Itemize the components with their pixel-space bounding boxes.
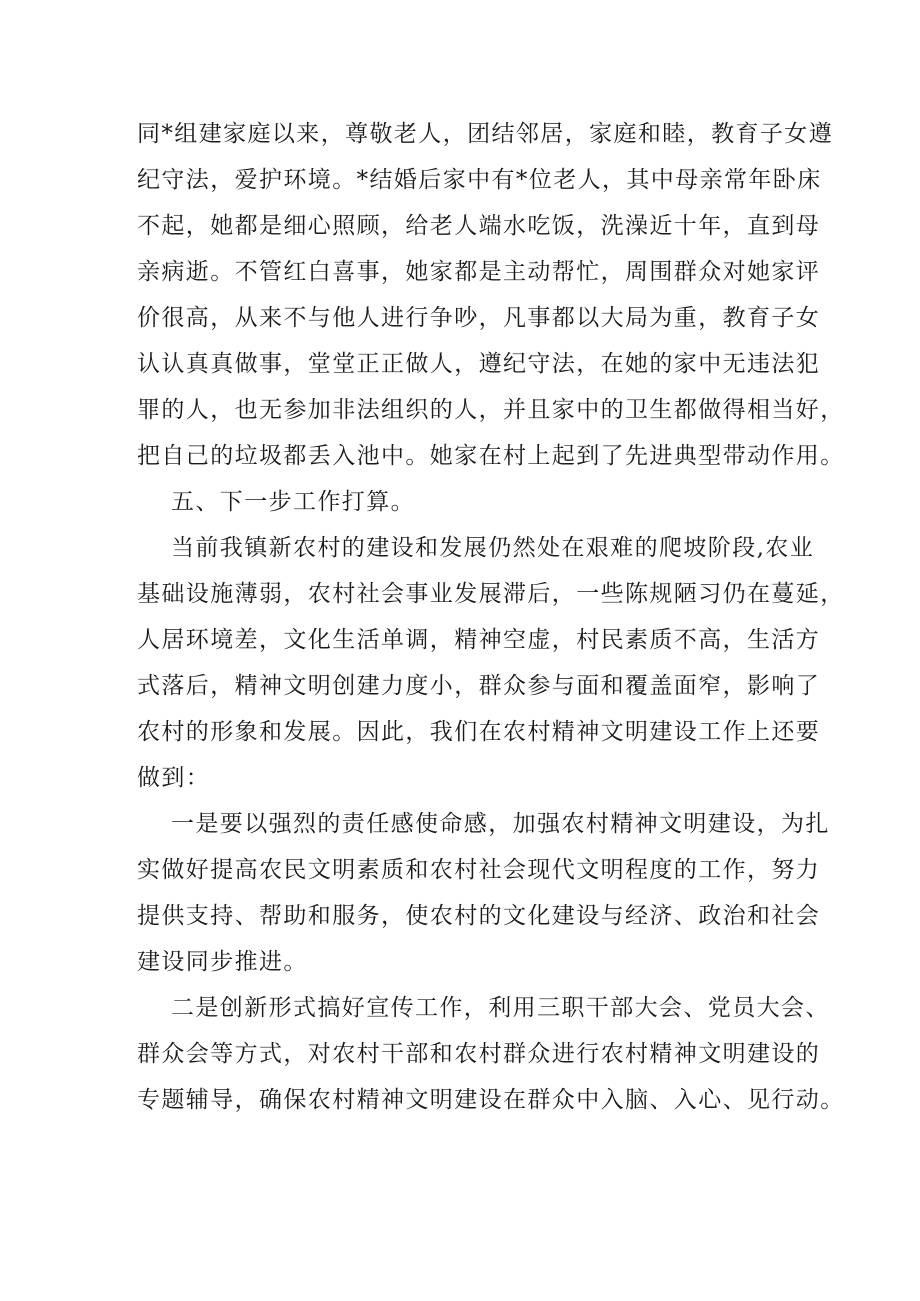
heading-line: 五、下一步工作打算。 — [171, 489, 415, 515]
paragraph-point-two — [137, 985, 845, 1123]
text-line: 建设同步推进。 — [137, 949, 308, 975]
text-line: 纪守法，爱护环境。*结婚后家中有*位老人，其中母亲常年卧床 — [137, 167, 822, 193]
text-line: 二是创新形式搞好宣传工作，利用三职干部大会、党员大会、 — [171, 995, 830, 1021]
text-line: 当前我镇新农村的建设和发展仍然处在艰难的爬坡阶段,农业 — [171, 535, 815, 561]
text-line: 基础设施薄弱，农村社会事业发展滞后，一些陈规陋习仍在蔓延， — [137, 581, 845, 607]
text-line: 人居环境差，文化生活单调，精神空虚，村民素质不高，生活方 — [137, 627, 821, 653]
text-line: 亲病逝。不管红白喜事，她家都是主动帮忙，周围群众对她家评 — [137, 259, 821, 285]
text-line: 式落后，精神文明创建力度小，群众参与面和覆盖面窄，影响了 — [137, 673, 821, 699]
text-line: 同*组建家庭以来，尊敬老人，团结邻居，家庭和睦，教育子女遵 — [137, 121, 834, 147]
text-line: 不起，她都是细心照顾，给老人端水吃饭，洗澡近十年，直到母 — [137, 213, 821, 239]
text-line: 认认真真做事，堂堂正正做人，遵纪守法，在她的家中无违法犯 — [137, 351, 821, 377]
text-line: 把自己的垃圾都丢入池中。她家在村上起到了先进典型带动作用。 — [137, 443, 845, 469]
paragraph-family-virtues — [137, 111, 845, 479]
paragraph-current-situation — [137, 525, 845, 801]
text-line: 价很高，从来不与他人进行争吵，凡事都以大局为重，教育子女 — [137, 305, 821, 331]
text-line: 做到： — [137, 765, 211, 791]
document-body — [137, 111, 845, 1123]
text-line: 罪的人，也无参加非法组织的人，并且家中的卫生都做得相当好， — [137, 397, 845, 423]
text-line: 一是要以强烈的责任感使命感，加强农村精神文明建设，为扎 — [171, 811, 830, 837]
text-line: 实做好提高农民文明素质和农村社会现代文明程度的工作，努力 — [137, 857, 821, 883]
text-line: 农村的形象和发展。因此，我们在农村精神文明建设工作上还要 — [137, 719, 821, 745]
text-line: 专题辅导，确保农村精神文明建设在群众中入脑、入心、见行动。 — [137, 1087, 845, 1113]
text-line: 提供支持、帮助和服务，使农村的文化建设与经济、政治和社会 — [137, 903, 821, 929]
text-line: 群众会等方式，对农村干部和农村群众进行农村精神文明建设的 — [137, 1041, 821, 1067]
paragraph-point-one — [137, 801, 830, 985]
section-heading-next-steps — [137, 479, 807, 525]
